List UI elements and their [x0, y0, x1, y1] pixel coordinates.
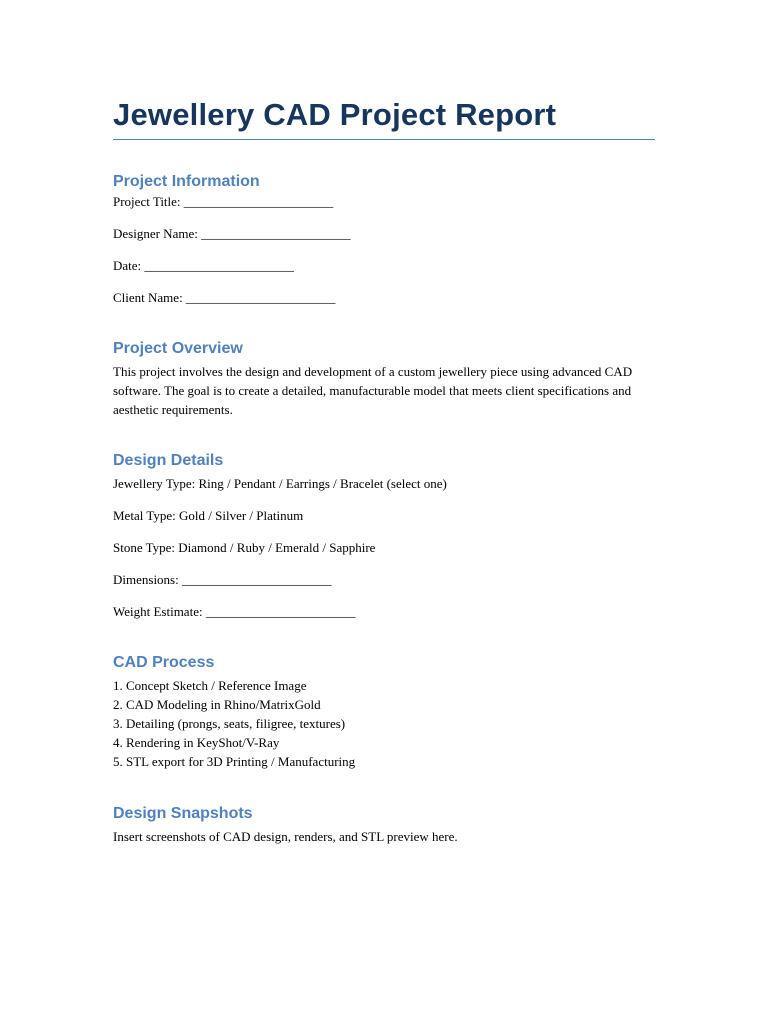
section-heading-design-snapshots: Design Snapshots	[113, 805, 253, 822]
cad-step-3: 3. Detailing (prongs, seats, filigree, textures)	[113, 716, 346, 731]
section-heading-project-overview: Project Overview	[113, 340, 243, 357]
document-title: Jewellery CAD Project Report	[113, 96, 655, 140]
field-weight-estimate: Weight Estimate: _______________________	[113, 604, 356, 619]
project-overview-paragraph: This project involves the design and development of a custom jewellery piece using advanced CAD software. The goal is to create a detailed, manufacturable model that meets client specifications and aesthetic requirements.	[113, 364, 633, 417]
field-date: Date: _______________________	[113, 258, 294, 273]
cad-step-4: 4. Rendering in KeyShot/V-Ray	[113, 735, 280, 750]
cad-step-2: 2. CAD Modeling in Rhino/MatrixGold	[113, 697, 321, 712]
field-stone-type: Stone Type: Diamond / Ruby / Emerald / Sapphire	[113, 540, 376, 555]
section-project-overview	[113, 339, 655, 419]
cad-step-1: 1. Concept Sketch / Reference Image	[113, 678, 307, 693]
section-cad-process	[113, 653, 655, 771]
section-heading-design-details: Design Details	[113, 452, 224, 469]
document-page	[113, 96, 655, 846]
cad-step-5: 5. STL export for 3D Printing / Manufacturing	[113, 754, 356, 769]
field-dimensions: Dimensions: _______________________	[113, 572, 332, 587]
project-information-fields	[113, 192, 655, 307]
field-jewellery-type: Jewellery Type: Ring / Pendant / Earrings / Bracelet (select one)	[113, 476, 447, 491]
section-project-information	[113, 172, 655, 307]
field-metal-type: Metal Type: Gold / Silver / Platinum	[113, 508, 304, 523]
field-project-title: Project Title: _______________________	[113, 194, 334, 209]
field-client-name: Client Name: _______________________	[113, 290, 336, 305]
section-design-details	[113, 451, 655, 621]
design-snapshots-paragraph: Insert screenshots of CAD design, renders, and STL preview here.	[113, 829, 458, 844]
section-heading-cad-process: CAD Process	[113, 654, 215, 671]
section-heading-project-information: Project Information	[113, 173, 260, 190]
section-design-snapshots	[113, 804, 655, 846]
design-details-fields	[113, 474, 655, 621]
field-designer-name: Designer Name: _______________________	[113, 226, 351, 241]
cad-process-steps	[113, 676, 655, 771]
